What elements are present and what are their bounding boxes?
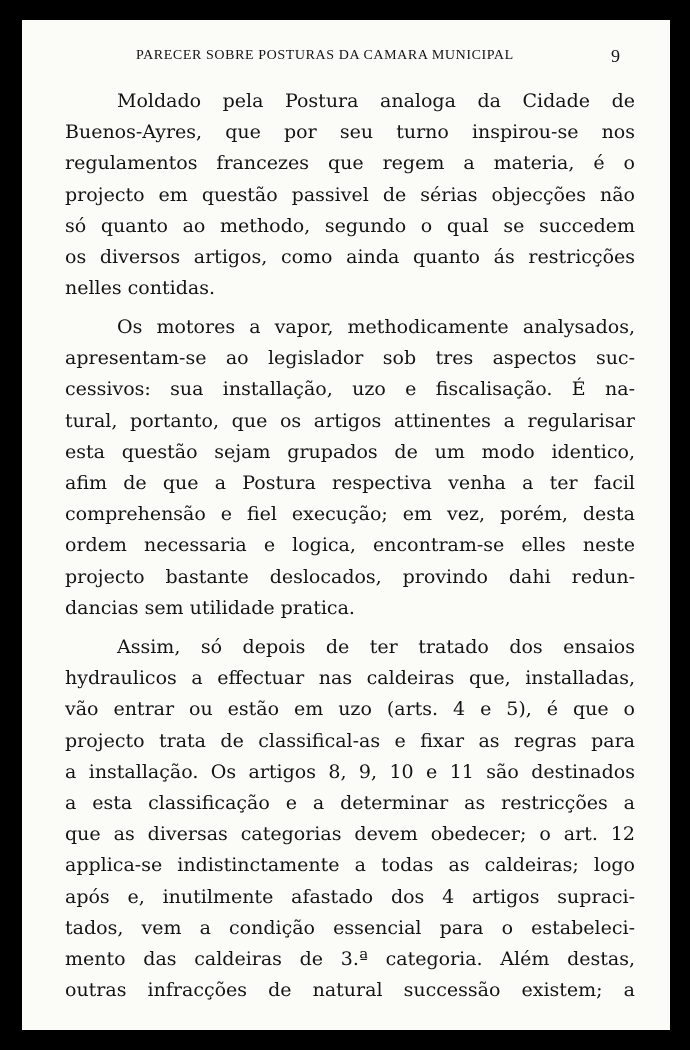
- text-line: hydraulicos a effectuar nas caldeiras que, installadas,: [65, 667, 635, 690]
- book-page: [22, 20, 670, 1030]
- text-line: apresentam-se ao legislador sob tres aspectos suc-: [65, 347, 635, 370]
- text-line: que as diversas categorias devem obedecer; o art. 12: [65, 823, 635, 846]
- text-line: a installação. Os artigos 8, 9, 10 e 11 são destinados: [65, 760, 635, 783]
- text-line: vão entrar ou estão em uzo (arts. 4 e 5), é que o: [65, 698, 635, 721]
- text-line: só quanto ao methodo, segundo o qual se succedem: [65, 214, 635, 237]
- text-line: os diversos artigos, como ainda quanto ás restricções: [65, 245, 635, 268]
- text-line: projecto bastante deslocados, provindo dahi redun-: [65, 565, 635, 588]
- text-line: Moldado pela Postura analoga da Cidade de: [117, 90, 635, 112]
- text-line: a esta classificação e a determinar as restricções a: [65, 791, 635, 814]
- text-line: projecto trata de classifical-as e fixar as regras para: [65, 729, 635, 752]
- text-line: Buenos-Ayres, que por seu turno inspirou-se nos: [65, 121, 635, 144]
- paragraph-2: [65, 312, 635, 624]
- text-line: afim de que a Postura respectiva venha a ter facil: [65, 471, 635, 494]
- text-line: tados, vem a condição essencial para o estabeleci-: [65, 916, 635, 939]
- text-line: dancias sem utilidade pratica.: [65, 596, 355, 619]
- text-line: esta questão sejam grupados de um modo identico,: [65, 440, 635, 463]
- text-line: cessivos: sua installação, uzo e fiscalisação. É na-: [65, 378, 635, 401]
- text-line: Assim, só depois de ter tratado dos ensaios: [117, 636, 635, 658]
- text-line: Os motores a vapor, methodicamente analysados,: [117, 316, 635, 338]
- text-line: nelles contidas.: [65, 277, 215, 300]
- text-line: regulamentos francezes que regem a materia, é o: [65, 152, 635, 175]
- paragraph-1: [65, 86, 635, 304]
- page-number: 9: [611, 46, 620, 66]
- text-line: ordem necessaria e logica, encontram-se elles neste: [65, 534, 635, 557]
- text-line: projecto em questão passivel de sérias objecções não: [65, 183, 635, 206]
- text-line: após e, inutilmente afastado dos 4 artigos supraci-: [65, 885, 635, 908]
- text-line: tural, portanto, que os artigos attinentes a regularisar: [65, 409, 635, 432]
- text-line: applica-se indistinctamente a todas as caldeiras; logo: [65, 854, 635, 877]
- running-header: [64, 48, 620, 70]
- text-line: mento das caldeiras de 3.ª categoria. Além destas,: [65, 947, 635, 970]
- text-line: outras infracções de natural successão existem; a: [65, 979, 635, 1002]
- text-line: comprehensão e fiel execução; em vez, porém, desta: [65, 503, 635, 526]
- paragraph-3: [65, 632, 635, 1006]
- running-title: PARECER SOBRE POSTURAS DA CAMARA MUNICIPAL: [136, 48, 514, 63]
